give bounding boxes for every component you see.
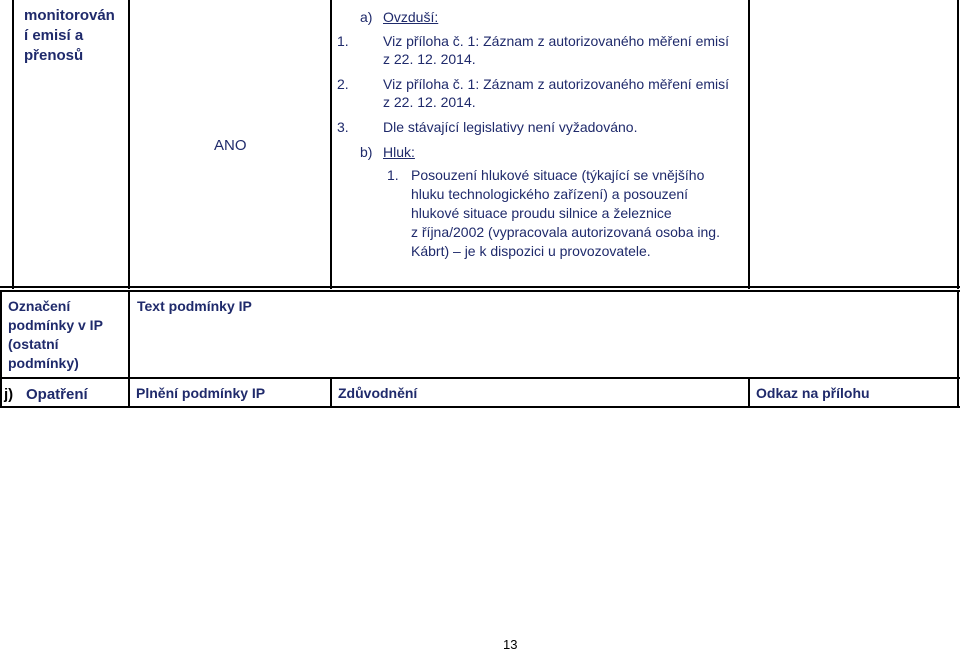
column-header-zduvodneni: Zdůvodnění bbox=[338, 385, 418, 401]
status-value: ANO bbox=[214, 137, 247, 154]
air-item-line: z 22. 12. 2014. bbox=[383, 94, 476, 110]
air-item-number: 2. bbox=[337, 76, 349, 92]
condition-label-line: Označení bbox=[8, 298, 71, 314]
table-separator-bottom bbox=[0, 290, 960, 292]
noise-marker: b) bbox=[360, 144, 373, 160]
noise-item-line: z října/2002 (vypracovala autorizovaná osoba ing. bbox=[411, 224, 720, 240]
row-label: Opatření bbox=[26, 386, 88, 403]
upper-right-border bbox=[957, 0, 959, 289]
air-item-number: 3. bbox=[337, 119, 349, 135]
lower-right-border bbox=[957, 290, 959, 408]
noise-item-line: hluku technologického zařízení) a posouzení bbox=[411, 186, 689, 202]
lower-col-divider-2 bbox=[330, 378, 332, 408]
noise-title: Hluk: bbox=[383, 144, 415, 160]
air-marker: a) bbox=[360, 9, 373, 25]
condition-label-line: podmínky) bbox=[8, 355, 79, 371]
condition-text-header: Text podmínky IP bbox=[137, 298, 252, 314]
noise-item-line: hlukové situace proudu silnice a železnice bbox=[411, 205, 672, 221]
column-header-plneni: Plnění podmínky IP bbox=[136, 385, 266, 401]
lower-col-divider-3 bbox=[748, 378, 750, 408]
upper-label-line: přenosů bbox=[24, 47, 84, 64]
air-item-line: Viz příloha č. 1: Záznam z autorizovaného měření emisí bbox=[383, 33, 730, 49]
table-separator-top bbox=[0, 286, 960, 288]
noise-item-line: Posouzení hlukové situace (týkající se vnějšího bbox=[411, 167, 705, 183]
air-item-line: z 22. 12. 2014. bbox=[383, 51, 476, 67]
air-item-line: Viz příloha č. 1: Záznam z autorizovaného měření emisí bbox=[383, 76, 730, 92]
upper-label-line: monitorován bbox=[24, 7, 115, 24]
page-number: 13 bbox=[503, 637, 518, 652]
upper-col-divider-2 bbox=[330, 0, 332, 289]
lower-bottom-border bbox=[0, 406, 960, 408]
upper-col-divider-1 bbox=[128, 0, 130, 289]
upper-col-divider-3 bbox=[748, 0, 750, 289]
upper-left-border bbox=[12, 0, 14, 289]
row-marker: j) bbox=[4, 386, 14, 403]
upper-label-line: í emisí a bbox=[24, 27, 84, 44]
condition-label-line: podmínky v IP bbox=[8, 317, 103, 333]
condition-label-line: (ostatní bbox=[8, 336, 59, 352]
lower-left-border bbox=[0, 290, 2, 408]
air-item-number: 1. bbox=[337, 33, 349, 49]
noise-item-number: 1. bbox=[387, 167, 399, 183]
air-item-line: Dle stávající legislativy není vyžadováno. bbox=[383, 119, 638, 135]
column-header-odkaz: Odkaz na přílohu bbox=[756, 385, 870, 401]
lower-col-divider-1 bbox=[128, 290, 130, 408]
noise-item-line: Kábrt) – je k dispozici u provozovatele. bbox=[411, 243, 651, 259]
lower-row-divider bbox=[0, 377, 960, 379]
air-title: Ovzduší: bbox=[383, 9, 439, 25]
